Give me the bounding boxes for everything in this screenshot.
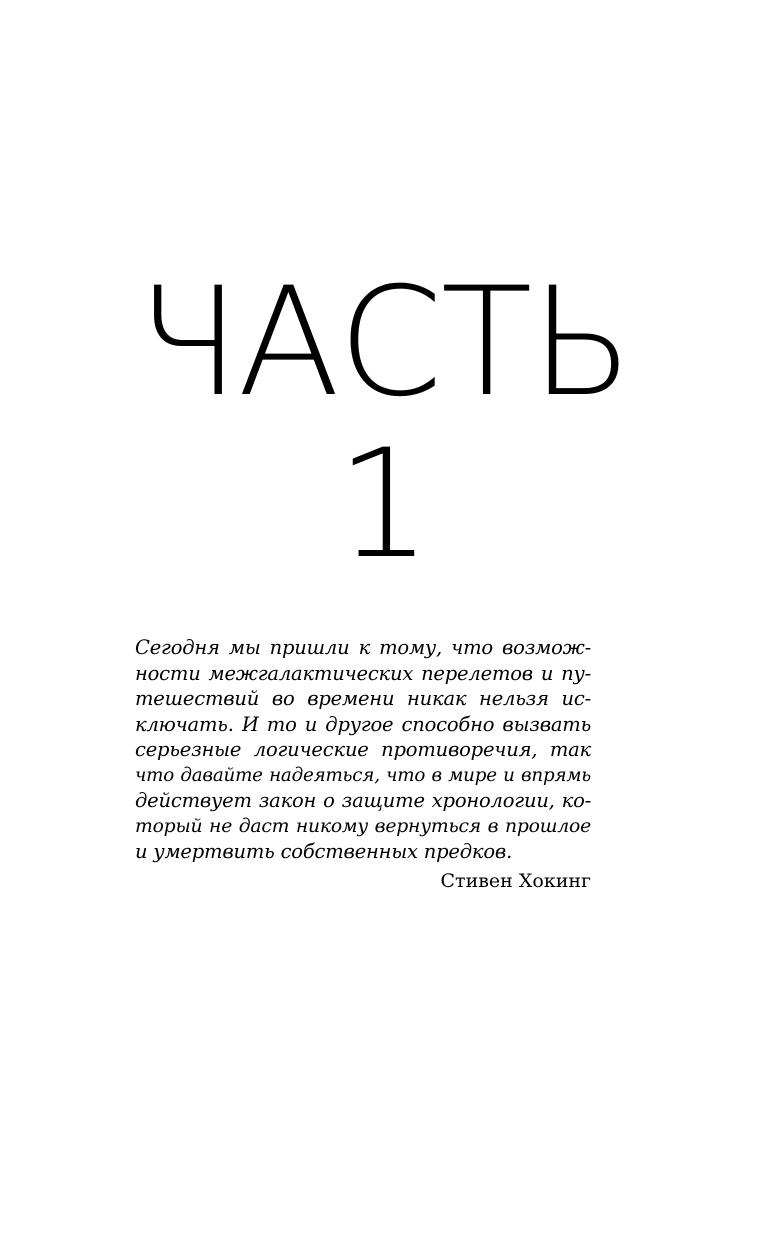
- chapter-number: 1: [336, 418, 432, 592]
- epigraph-line: серьезные логические противоречия, так: [135, 738, 591, 761]
- epigraph-line: торый не даст никому вернуться в прошлое: [135, 815, 591, 837]
- epigraph-line: Сегодня мы пришли к тому, что возмож-: [135, 636, 591, 659]
- epigraph-line: действует закон о защите хронологии, ко-: [135, 789, 591, 812]
- epigraph-line: ности межгалактических перелетов и пу-: [135, 661, 591, 685]
- epigraph-line: ключать. И то и другое способно вызвать: [135, 712, 591, 736]
- epigraph: [135, 635, 591, 895]
- epigraph-line: тешествий во времени никак нельзя ис-: [135, 687, 591, 710]
- epigraph-author: Стивен Хокинг: [440, 869, 591, 892]
- chapter-title: ЧАСТЬ: [136, 256, 632, 430]
- epigraph-line: и умертвить собственных предков.: [135, 840, 513, 863]
- epigraph-line: что давайте надеяться, что в мире и впрямь: [135, 764, 591, 786]
